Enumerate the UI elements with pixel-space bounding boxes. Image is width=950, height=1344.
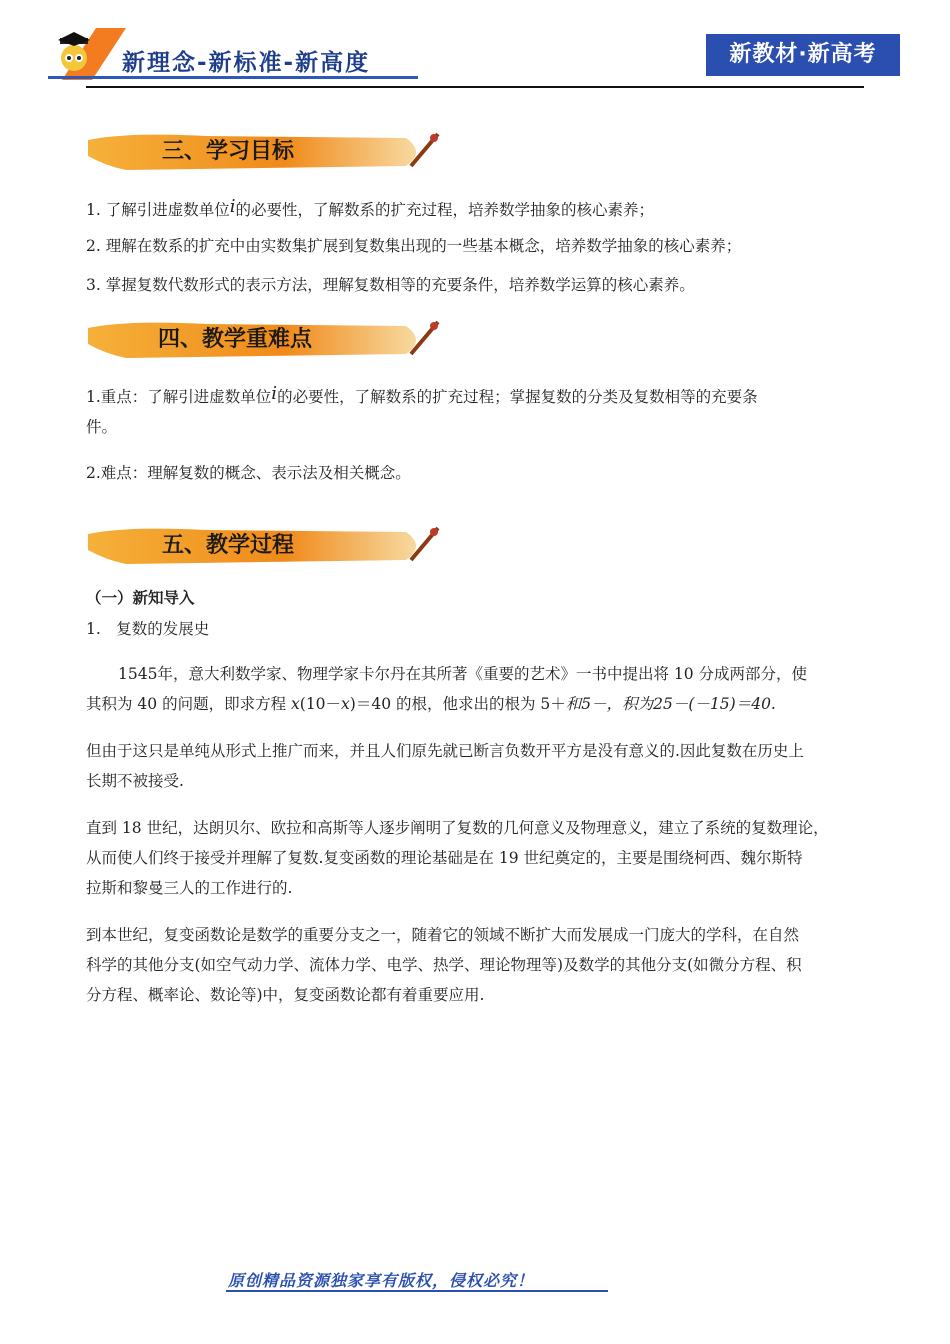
section-banner-process — [86, 520, 451, 568]
keypoint-2: 2.难点：理解复数的概念、表示法及相关概念。 — [86, 464, 411, 482]
section-banner-goals — [86, 126, 451, 174]
footer-underline — [226, 1290, 608, 1292]
header-badge: 新教材·新高考 — [706, 34, 900, 76]
goal-2: 2. 理解在数系的扩充中由实数集扩展到复数集出现的一些基本概念，培养数学抽象的核心素养； — [86, 237, 742, 255]
paragraph-18th-century: 直到 18 世纪，达朗贝尔、欧拉和高斯等人逐步阐明了复数的几何意义及物理意义，建立了系统的复数理论， 从而使人们终于接受并理解了复数.复变函数的理论基础是在 19 世纪奠定的，主要是围绕柯西、魏尔斯特 拉斯和黎曼三人的工作进行的. — [86, 819, 829, 897]
paragraph-acceptance: 但由于这只是单纯从形式上推广而来，并且人们原先就已断言负数开平方是没有意义的.因此复数在历史上 长期不被接受. — [86, 742, 804, 790]
header-underline — [48, 76, 418, 79]
header-slogan: 新理念-新标准-新高度 — [122, 50, 371, 76]
paragraph-cardano: 1545年，意大利数学家、物理学家卡尔丹在其所著《重要的艺术》一书中提出将 10 分成两部分，使 其积为 40 的问题，即求方程 x(10－x)＝40 的根，他求出的根为 5＋和5－，积为25－(－15)＝40. — [86, 665, 808, 713]
paragraph-modern: 到本世纪，复变函数论是数学的重要分支之一，随着它的领域不断扩大而发展成一门庞大的学科，在自然 科学的其他分支(如空气动力学、流体力学、电学、热学、理论物理等)及数学的其他分支(如微分方程、积 分方程、概率论、数论等)中，复变函数论都有着重要应用. — [86, 926, 802, 1004]
goal-1: 1. 了解引进虚数单位i的必要性，了解数系的扩充过程，培养数学抽象的核心素养； — [86, 196, 654, 219]
footer-copyright: 原创精品资源独家享有版权，侵权必究！ — [228, 1271, 535, 1290]
header-divider — [86, 86, 864, 88]
keypoint-1: 1.重点：了解引进虚数单位i的必要性，了解数系的扩充过程；掌握复数的分类及复数相等的充要条 件。 — [86, 383, 758, 436]
list-item-history: 1. 复数的发展史 — [86, 620, 210, 638]
subsection-heading: （一）新知导入 — [86, 588, 195, 607]
section-title-process: 五、教学过程 — [162, 533, 295, 558]
section-title-keypoints: 四、教学重难点 — [158, 327, 313, 352]
section-banner-keypoints — [86, 314, 451, 362]
section-title-goals: 三、学习目标 — [162, 139, 295, 164]
goal-3: 3. 掌握复数代数形式的表示方法，理解复数相等的充要条件，培养数学运算的核心素养。 — [86, 276, 695, 294]
